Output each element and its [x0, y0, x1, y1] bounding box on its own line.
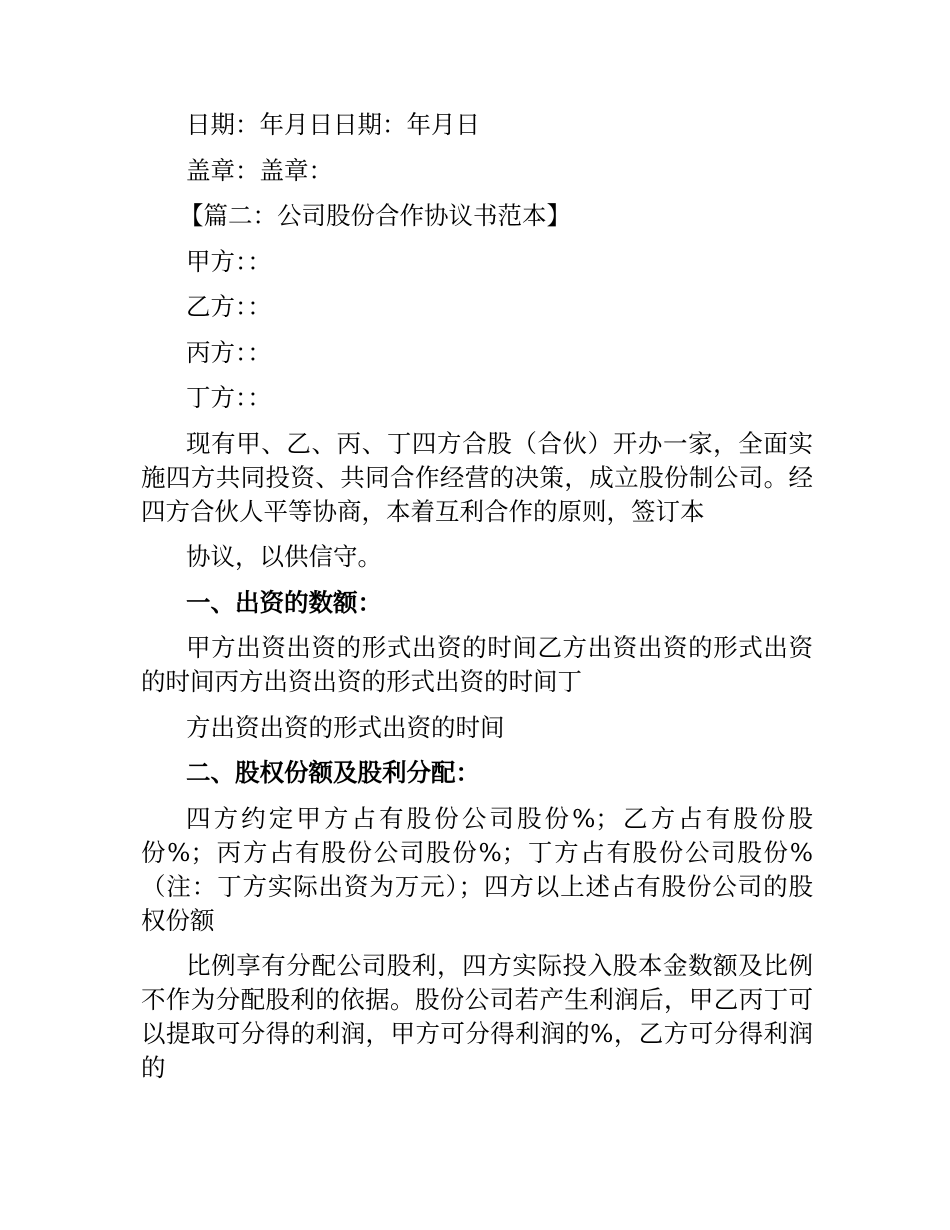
intro-paragraph: 现有甲、乙、丙、丁四方合股（合伙）开办一家，全面实施四方共同投资、共同合作经营的决策，成立股份制公司。经四方合伙人平等协商，本着互利合作的原则，签订本: [141, 428, 813, 526]
contribution-continuation: 方出资出资的形式出资的时间: [186, 712, 505, 742]
heading-capital-amount: 一、出资的数额：: [186, 587, 382, 617]
party-d-line: 丁方：：: [186, 383, 272, 412]
seal-line: 盖章：盖章：: [186, 155, 333, 185]
document-body: [141, 108, 813, 1097]
profit-distribution-paragraph: 比例享有分配公司股利，四方实际投入股本金数额及比例不作为分配股利的依据。股份公司若产生利润后，甲乙丙丁可以提取可分得的利润，甲方可分得利润的%，乙方可分得利润的: [141, 951, 813, 1082]
party-b-line: 乙方：：: [186, 292, 272, 321]
date-line: 日期：年月日日期：年月日: [186, 110, 480, 139]
heading-equity-dividends: 二、股权份额及股利分配：: [186, 758, 480, 787]
section-title: 【篇二：公司股份合作协议书范本】: [179, 201, 571, 230]
intro-continuation: 协议，以供信守。: [186, 542, 382, 571]
party-c-line: 丙方：：: [186, 337, 272, 367]
equity-share-paragraph: 四方约定甲方占有股份公司股份%；乙方占有股份股份%；丙方占有股份公司股份%；丁方占有股份公司股份%（注：丁方实际出资为万元）；四方以上述占有股份公司的股权份额: [141, 803, 813, 935]
party-a-line: 甲方：：: [186, 246, 272, 276]
contribution-paragraph: 甲方出资出资的形式出资的时间乙方出资出资的形式出资的时间丙方出资出资的形式出资的时间丁: [141, 633, 813, 696]
